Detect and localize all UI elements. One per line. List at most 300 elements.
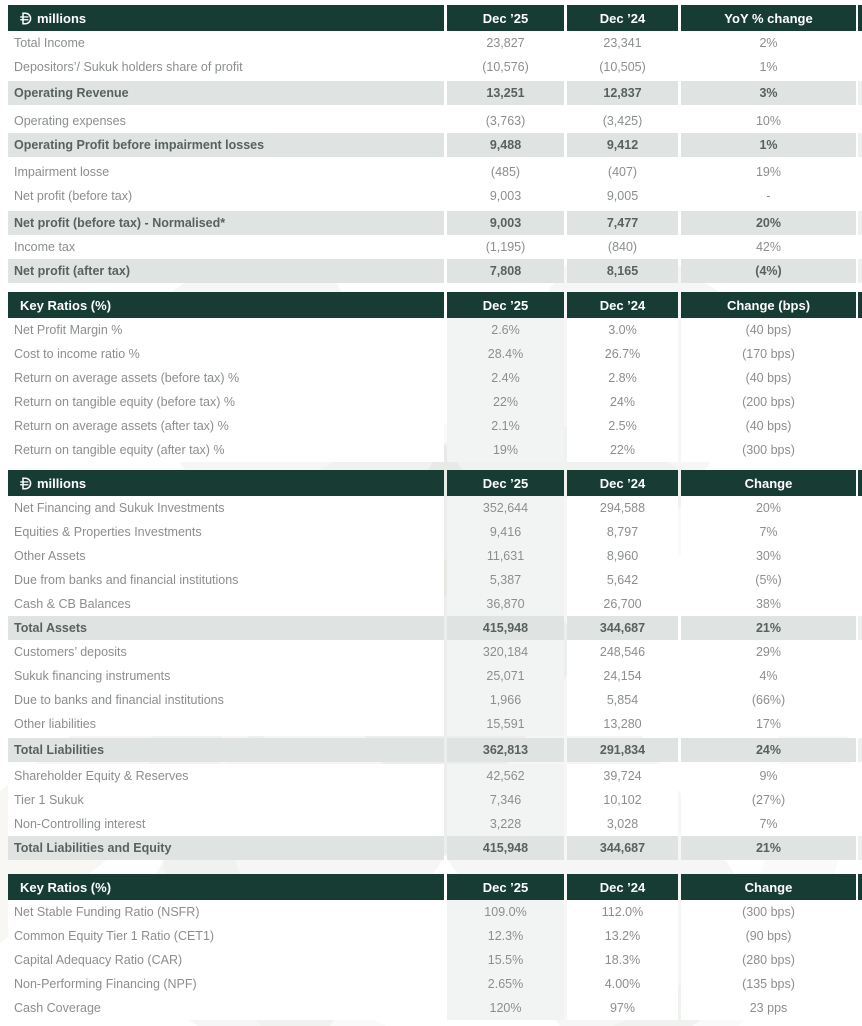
row-label: [8, 438, 444, 462]
table-title-text: millions: [37, 10, 87, 26]
value-change: [681, 924, 856, 948]
col-header-change: [681, 470, 856, 496]
row-label-text: Operating expenses: [14, 114, 126, 128]
value-change: [681, 318, 856, 342]
value-dec25-text: 7,346: [489, 793, 522, 807]
value-change: [681, 496, 856, 520]
value-dec24-text: 112.0%: [601, 905, 644, 919]
table-row: [8, 764, 862, 788]
row-label-text: Due to banks and financial institutions: [14, 693, 224, 707]
row-label: [8, 788, 444, 812]
value-dec24: [567, 972, 678, 996]
value-dec25: [447, 788, 564, 812]
row-edge-sliver: [858, 972, 862, 996]
table-row: [8, 160, 862, 184]
value-dec24-text: 344,687: [599, 621, 646, 635]
row-label-text: Total Assets: [14, 621, 87, 635]
value-dec25: [447, 55, 564, 79]
row-label-text: Common Equity Tier 1 Ratio (CET1): [14, 929, 215, 943]
row-edge-sliver: [858, 81, 862, 105]
row-label: [8, 688, 444, 712]
value-change: [681, 764, 856, 788]
value-dec25: [447, 211, 564, 235]
row-label: [8, 235, 444, 259]
col-header-change-text: Change: [744, 475, 793, 491]
value-dec25: [447, 318, 564, 342]
row-label-text: Non-Controlling interest: [14, 817, 146, 831]
table-row: [8, 31, 862, 55]
value-dec24-text: (407): [607, 165, 638, 179]
value-dec25-text: (3,763): [485, 114, 526, 128]
value-change: [681, 688, 856, 712]
value-dec25-text: 1,966: [489, 693, 522, 707]
col-header-dec24-text: Dec ’24: [599, 879, 646, 895]
value-dec24: [567, 812, 678, 836]
col-header-change: [681, 874, 856, 900]
table-row: [8, 342, 862, 366]
row-label-text: Income tax: [14, 240, 76, 254]
value-dec25: [447, 640, 564, 664]
value-dec25-text: 23,827: [486, 36, 525, 50]
row-label: [8, 664, 444, 688]
value-dec25: [447, 616, 564, 640]
balance-sheet-header: [8, 470, 862, 496]
col-header-change-text: Change (bps): [726, 297, 811, 313]
value-dec25: [447, 738, 564, 762]
value-change: [681, 31, 856, 55]
value-dec24-text: 8,797: [606, 525, 639, 539]
table-row: [8, 438, 862, 462]
row-label: [8, 568, 444, 592]
value-change: [681, 996, 856, 1020]
value-dec25-text: (485): [490, 165, 521, 179]
row-edge-sliver: [858, 836, 862, 860]
row-label: [8, 211, 444, 235]
row-label-text: Net profit (before tax): [14, 189, 133, 203]
table-title-text: millions: [37, 475, 87, 491]
col-header-dec24-text: Dec ’24: [599, 10, 646, 26]
value-dec25-text: 11,631: [486, 549, 525, 563]
value-change-text: (280 bps): [742, 953, 795, 967]
table-row: [8, 688, 862, 712]
value-dec25-text: 7,808: [489, 264, 522, 278]
value-dec25-text: 2.65%: [487, 977, 524, 991]
value-dec24: [567, 55, 678, 79]
value-dec25-text: 9,488: [489, 138, 522, 152]
value-dec24: [567, 414, 678, 438]
key-ratios-capital-header: [8, 874, 862, 900]
value-change: [681, 184, 856, 208]
value-dec25-text: 5,387: [489, 573, 522, 587]
row-edge-sliver: [858, 496, 862, 520]
value-dec25: [447, 688, 564, 712]
value-dec25-text: 28.4%: [487, 347, 524, 361]
header-edge-sliver: [858, 292, 862, 318]
value-dec25: [447, 366, 564, 390]
value-dec24-text: 13,280: [603, 717, 642, 731]
value-dec24: [567, 996, 678, 1020]
col-header-change: [681, 5, 856, 31]
value-change-text: (40 bps): [745, 323, 792, 337]
row-label-text: Total Liabilities and Equity: [14, 841, 172, 855]
value-change-text: 29%: [755, 645, 782, 659]
row-edge-sliver: [858, 592, 862, 616]
value-change-text: 2%: [759, 36, 778, 50]
value-change: [681, 133, 856, 157]
table-row: [8, 972, 862, 996]
value-dec24: [567, 366, 678, 390]
value-change-text: 24%: [755, 743, 782, 757]
value-dec24: [567, 688, 678, 712]
table-row: [8, 55, 862, 79]
row-label: [8, 160, 444, 184]
value-dec24: [567, 900, 678, 924]
row-label: [8, 924, 444, 948]
header-edge-sliver: [858, 470, 862, 496]
key-ratios-profitability-header: [8, 292, 862, 318]
row-label-text: Operating Profit before impairment losses: [14, 138, 265, 152]
row-label-text: Capital Adequacy Ratio (CAR): [14, 953, 183, 967]
col-header-dec24: [567, 470, 678, 496]
key-ratios-profitability-table: [8, 292, 862, 462]
table-row: [8, 616, 862, 640]
table-row: [8, 788, 862, 812]
value-dec24-text: 18.3%: [604, 953, 641, 967]
value-dec24-text: 291,834: [599, 743, 646, 757]
value-dec24-text: 97%: [609, 1001, 636, 1015]
row-edge-sliver: [858, 342, 862, 366]
row-edge-sliver: [858, 211, 862, 235]
row-label-text: Due from banks and financial institutions: [14, 573, 239, 587]
table-row: [8, 568, 862, 592]
row-edge-sliver: [858, 664, 862, 688]
value-dec25: [447, 900, 564, 924]
value-dec24: [567, 640, 678, 664]
value-dec25: [447, 259, 564, 283]
row-edge-sliver: [858, 544, 862, 568]
value-change-text: (4%): [755, 264, 782, 278]
row-label-text: Equities & Properties Investments: [14, 525, 202, 539]
value-change-text: 19%: [755, 165, 782, 179]
col-header-dec25-text: Dec ’25: [482, 879, 529, 895]
value-dec24: [567, 568, 678, 592]
row-edge-sliver: [858, 133, 862, 157]
dirham-symbol-icon: [20, 477, 32, 490]
value-dec24: [567, 664, 678, 688]
row-edge-sliver: [858, 160, 862, 184]
value-dec24-text: 9,412: [606, 138, 639, 152]
value-change: [681, 812, 856, 836]
table-row: [8, 109, 862, 133]
value-dec24-text: (840): [607, 240, 638, 254]
value-change-text: 30%: [755, 549, 782, 563]
value-dec24: [567, 592, 678, 616]
row-label: [8, 972, 444, 996]
row-label: [8, 318, 444, 342]
table-row: [8, 592, 862, 616]
value-change: [681, 235, 856, 259]
value-dec24-text: 24%: [609, 395, 636, 409]
row-label: [8, 544, 444, 568]
value-dec24-text: 8,960: [606, 549, 639, 563]
table-row: [8, 259, 862, 283]
row-label-text: Other Assets: [14, 549, 86, 563]
value-dec25-text: 362,813: [482, 743, 529, 757]
balance-sheet-table: [8, 470, 862, 860]
value-dec24: [567, 81, 678, 105]
row-label-text: Net profit (before tax) - Normalised*: [14, 216, 226, 230]
value-dec25: [447, 235, 564, 259]
value-dec25: [447, 664, 564, 688]
value-dec24-text: 9,005: [606, 189, 639, 203]
value-change-text: 10%: [755, 114, 782, 128]
value-change: [681, 640, 856, 664]
row-label-text: Cash Coverage: [14, 1001, 101, 1015]
value-change-text: (300 bps): [742, 905, 795, 919]
value-change: [681, 211, 856, 235]
table-row: [8, 836, 862, 860]
row-edge-sliver: [858, 318, 862, 342]
table-row: [8, 414, 862, 438]
row-edge-sliver: [858, 996, 862, 1020]
value-dec25-text: 320,184: [482, 645, 529, 659]
value-change-text: 21%: [755, 841, 782, 855]
value-change-text: (40 bps): [745, 419, 792, 433]
row-label: [8, 712, 444, 736]
value-dec25-text: 2.6%: [491, 323, 520, 337]
value-change-text: 20%: [755, 216, 782, 230]
value-change: [681, 664, 856, 688]
row-label: [8, 520, 444, 544]
value-change-text: 1%: [759, 60, 778, 74]
value-change-text: 4%: [759, 669, 778, 683]
table-row: [8, 81, 862, 105]
row-edge-sliver: [858, 712, 862, 736]
value-change: [681, 438, 856, 462]
row-label-text: Return on average assets (before tax) %: [14, 371, 240, 385]
value-dec25: [447, 31, 564, 55]
row-label-text: Return on average assets (after tax) %: [14, 419, 229, 433]
row-label: [8, 366, 444, 390]
table-row: [8, 738, 862, 762]
table-row: [8, 948, 862, 972]
value-change: [681, 342, 856, 366]
value-change: [681, 544, 856, 568]
value-dec25-text: 415,948: [482, 841, 529, 855]
row-label: [8, 133, 444, 157]
row-edge-sliver: [858, 259, 862, 283]
row-label: [8, 640, 444, 664]
col-header-change-text: YoY % change: [724, 10, 813, 26]
row-label: [8, 184, 444, 208]
value-change-text: 23 pps: [749, 1001, 788, 1015]
value-change-text: 20%: [755, 501, 782, 515]
value-change: [681, 738, 856, 762]
row-edge-sliver: [858, 900, 862, 924]
value-dec24: [567, 160, 678, 184]
row-edge-sliver: [858, 390, 862, 414]
income-statement-table: [8, 5, 862, 283]
row-label: [8, 342, 444, 366]
value-dec25: [447, 924, 564, 948]
row-edge-sliver: [858, 812, 862, 836]
row-edge-sliver: [858, 184, 862, 208]
table-row: [8, 235, 862, 259]
value-dec25-text: 9,003: [489, 216, 522, 230]
key-ratios-capital-table: [8, 874, 862, 1020]
table-row: [8, 924, 862, 948]
value-dec24-text: 7,477: [606, 216, 639, 230]
row-edge-sliver: [858, 616, 862, 640]
row-edge-sliver: [858, 738, 862, 762]
value-dec24: [567, 235, 678, 259]
value-dec24: [567, 496, 678, 520]
table-row: [8, 318, 862, 342]
row-label: [8, 738, 444, 762]
value-change-text: (40 bps): [745, 371, 792, 385]
value-change: [681, 160, 856, 184]
value-change-text: 7%: [759, 525, 778, 539]
row-label-text: Return on tangible equity (before tax) %: [14, 395, 235, 409]
value-change-text: 7%: [759, 817, 778, 831]
table-title: [8, 5, 444, 31]
value-change: [681, 414, 856, 438]
value-dec24-text: 13.2%: [604, 929, 641, 943]
value-dec24: [567, 712, 678, 736]
row-edge-sliver: [858, 688, 862, 712]
row-label-text: Non-Performing Financing (NPF): [14, 977, 197, 991]
value-change-text: 3%: [759, 86, 778, 100]
row-label-text: Net Profit Margin %: [14, 323, 123, 337]
value-dec25-text: 42,562: [486, 769, 525, 783]
header-edge-sliver: [858, 874, 862, 900]
header-edge-sliver: [858, 5, 862, 31]
value-dec24: [567, 438, 678, 462]
row-label-text: Customers’ deposits: [14, 645, 127, 659]
value-dec25-text: 19%: [492, 443, 519, 457]
col-header-dec24: [567, 5, 678, 31]
value-dec24: [567, 738, 678, 762]
value-dec25: [447, 948, 564, 972]
row-label: [8, 55, 444, 79]
value-change: [681, 81, 856, 105]
col-header-dec25-text: Dec ’25: [482, 297, 529, 313]
value-dec25-text: 120%: [489, 1001, 522, 1015]
col-header-dec25: [447, 5, 564, 31]
value-change-text: (200 bps): [742, 395, 795, 409]
value-dec24: [567, 924, 678, 948]
value-dec24-text: 344,687: [599, 841, 646, 855]
table-row: [8, 211, 862, 235]
col-header-dec24: [567, 874, 678, 900]
value-change: [681, 366, 856, 390]
value-change: [681, 948, 856, 972]
value-change: [681, 520, 856, 544]
value-dec24: [567, 836, 678, 860]
value-dec24: [567, 764, 678, 788]
value-dec25: [447, 133, 564, 157]
value-dec24: [567, 31, 678, 55]
value-dec25-text: 2.4%: [491, 371, 520, 385]
value-change: [681, 788, 856, 812]
row-edge-sliver: [858, 438, 862, 462]
row-edge-sliver: [858, 414, 862, 438]
value-change-text: -: [766, 189, 771, 203]
row-edge-sliver: [858, 31, 862, 55]
row-edge-sliver: [858, 235, 862, 259]
value-change: [681, 390, 856, 414]
row-label: [8, 764, 444, 788]
col-header-dec25-text: Dec ’25: [482, 475, 529, 491]
value-dec25-text: 36,870: [486, 597, 525, 611]
value-dec24: [567, 616, 678, 640]
value-change-text: (66%): [751, 693, 786, 707]
col-header-dec24-text: Dec ’24: [599, 475, 646, 491]
row-edge-sliver: [858, 366, 862, 390]
value-dec24: [567, 211, 678, 235]
value-change: [681, 568, 856, 592]
row-edge-sliver: [858, 55, 862, 79]
value-change: [681, 109, 856, 133]
value-dec25: [447, 184, 564, 208]
table-row: [8, 390, 862, 414]
value-dec25: [447, 160, 564, 184]
table-row: [8, 133, 862, 157]
value-dec24-text: (10,505): [599, 60, 646, 74]
row-label-text: Total Liabilities: [14, 743, 105, 757]
row-label-text: Total Income: [14, 36, 85, 50]
value-dec25: [447, 996, 564, 1020]
row-label: [8, 836, 444, 860]
table-row: [8, 996, 862, 1020]
value-dec24: [567, 259, 678, 283]
row-label-text: Depositors’/ Sukuk holders share of profit: [14, 60, 243, 74]
value-change: [681, 712, 856, 736]
value-dec24: [567, 390, 678, 414]
table-title: [8, 874, 444, 900]
value-dec24-text: 26.7%: [604, 347, 641, 361]
row-label: [8, 31, 444, 55]
row-label: [8, 616, 444, 640]
table-row: [8, 640, 862, 664]
value-dec24-text: 12,837: [603, 86, 642, 100]
row-label-text: Shareholder Equity & Reserves: [14, 769, 189, 783]
row-label: [8, 900, 444, 924]
value-dec24-text: 248,546: [599, 645, 646, 659]
value-dec25-text: 9,416: [489, 525, 522, 539]
value-change: [681, 259, 856, 283]
col-header-dec25-text: Dec ’25: [482, 10, 529, 26]
row-edge-sliver: [858, 948, 862, 972]
value-change-text: (135 bps): [742, 977, 795, 991]
table-row: [8, 712, 862, 736]
row-label-text: Impairment losse: [14, 165, 110, 179]
value-dec24: [567, 342, 678, 366]
value-change: [681, 616, 856, 640]
table-row: [8, 900, 862, 924]
row-label-text: Operating Revenue: [14, 86, 129, 100]
row-label-text: Net profit (after tax): [14, 264, 130, 278]
col-header-dec24: [567, 292, 678, 318]
value-dec25: [447, 812, 564, 836]
table-row: [8, 496, 862, 520]
dirham-symbol-icon: [20, 12, 32, 25]
row-edge-sliver: [858, 568, 862, 592]
value-change-text: 21%: [755, 621, 782, 635]
value-dec25-text: 12.3%: [487, 929, 524, 943]
value-dec24-text: 4.00%: [604, 977, 641, 991]
value-change: [681, 592, 856, 616]
